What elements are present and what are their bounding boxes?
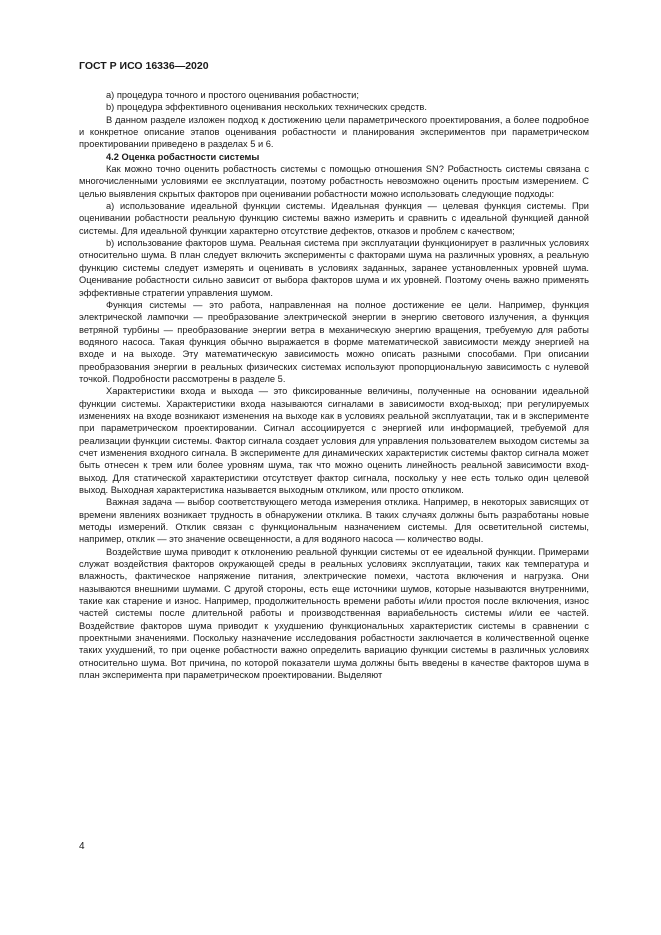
section-paragraph-1: Как можно точно оценить робастность системы с помощью отношения SN? Робастность системы связана с многочисленными условиями ее эксплуатации, поэтому робастность невозможно оценить простым измерением. С целью выявления скрытых факторов при оценивании робастности можно использовать следующие подходы:	[79, 164, 589, 199]
section-paragraph-io: Характеристики входа и выхода — это фиксированные величины, полученные на основании идеальной функции системы. Характеристики входа называются сигналами в зависимости вход-выход; при регулируемых изменениях на входе возникают изменения на выходе как в условиях реальной эксплуатации, так и в эксперименте при параметрическом проектировании. Сигнал ассоциируется с энергией или информацией, требуемой для реализации функции системы. Фактор сигнала создает условия для управления пользователем выходом системы за счет изменения входного сигнала. В эксперименте для динамических характеристик системы фактор сигнала может быть отнесен к трем или более уровням шума, так что можно оценить линейность реальной зависимости вход-выход. Для статической характеристики отсутствует фактор сигнала, поскольку у нее есть только один целевой выход. Выходная характеристика называется выходным откликом, или просто откликом.	[79, 386, 589, 495]
section-paragraph-function: Функция системы — это работа, направленная на полное достижение ее цели. Например, функция электрической лампочки — преобразование электрической энергии в энергию светового излучения, а функция ветряной турбины — преобразование энергии ветра в механическую энергию вращения, требуемую для работы водяного насоса. Такая функция обычно выражается в форме математической зависимости между энергией на входе и на выходе. Эту математическую зависимость можно описать разными способами. При описании преобразования энергии в реальных физических системах используют пропорциональную зависимость с нулевой точкой. Подробности рассмотрены в разделе 5.	[79, 299, 589, 384]
list-item-b-intro: b) процедура эффективного оценивания нескольких технических средств.	[106, 102, 427, 113]
section-list-item-a: a) использование идеальной функции системы. Идеальная функция — целевая функция системы. При оценивании робастности реальную функцию системы важно измерить и сравнить с идеальной функцией данной системы. Для идеальной функции характерно отсутствие дефектов, отказов и проблем с качеством;	[79, 201, 589, 236]
section-title: 4.2 Оценка робастности системы	[106, 151, 260, 162]
page-body	[79, 89, 589, 682]
section-list-item-b: b) использование факторов шума. Реальная система при эксплуатации функционирует в различных условиях относительно шума. В план следует включить эксперименты с факторами шума на различных уровнях, а реальную функцию системы следует измерять и оценивать в условиях заданных, заранее установленных уровней шума. Оценивание робастности сильно зависит от выбора факторов шума и их уровней. Поэтому очень важно применять эффективные стратегии управления шумом.	[79, 238, 589, 298]
document-header: ГОСТ Р ИСО 16336—2020	[79, 60, 209, 72]
section-paragraph-noise: Воздействие шума приводит к отклонению реальной функции системы от ее идеальной функции. Примерами служат воздействия факторов окружающей среды в реальных условиях эксплуатации, таких как температура и влажность, фактическое напряжение питания, электрические помехи, частота включения и нагрузка. Они называются внешними шумами. С другой стороны, есть еще источники шумов, которые называются внутренними, такие как старение и износ. Например, продолжительность времени работы и/или простоя после включения, износ частей системы после длительной работы и производственная вариабельность системы и/или ее частей. Воздействие факторов шума приводит к ухудшению функциональных характеристик системы в сравнении с проектными значениями. Поскольку назначение исследования робастности заключается в количественной оценке таких ухудшений, то при оценке робастности важно определить вариацию функции системы в различных условиях относительно шума. Вот причина, по которой показатели шума должны быть введены в качестве факторов шума в план эксперимента при параметрическом проектировании. Выделяют	[79, 546, 589, 681]
section-paragraph-measure: Важная задача — выбор соответствующего метода измерения отклика. Например, в некоторых зависящих от времени явлениях возникает трудность в обнаружении отклика. В таких случаях должны быть разработаны новые методы измерений. Отклик связан с функциональным назначением системы. Для осветительной системы, например, отклик — это значение освещенности, а для водяного насоса — количество воды.	[79, 497, 589, 545]
page-number: 4	[79, 841, 85, 852]
intro-paragraph: В данном разделе изложен подход к достижению цели параметрического проектирования, а более подробное и конкретное описание этапов оценивания робастности и планирования экспериментов при параметрическом проектировании приведено в разделах 5 и 6.	[79, 114, 589, 150]
list-item-a-intro: а) процедура точного и простого оценивания робастности;	[106, 90, 359, 100]
